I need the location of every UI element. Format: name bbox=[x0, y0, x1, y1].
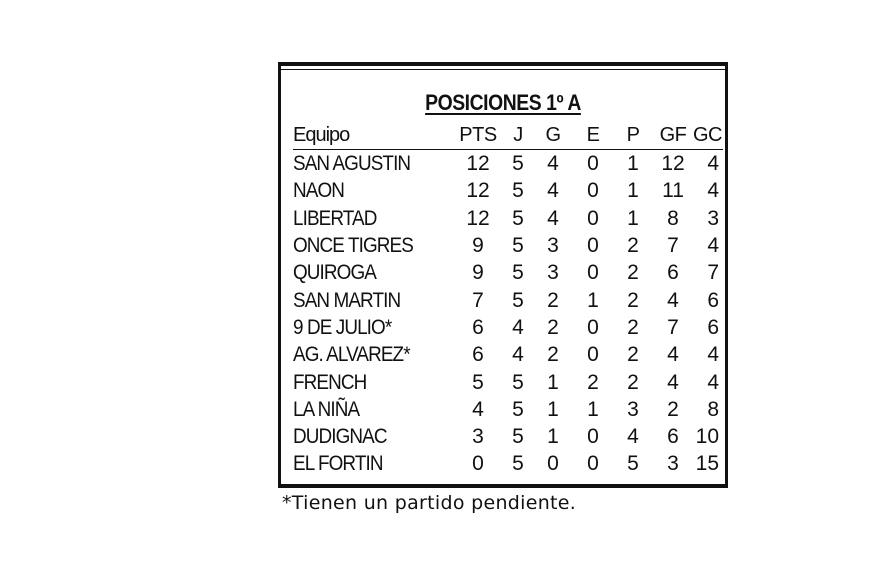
cell-g: 4 bbox=[547, 206, 559, 230]
cell-g: 4 bbox=[547, 152, 559, 176]
cell-j: 5 bbox=[512, 234, 524, 258]
cell-pts: 9 bbox=[472, 261, 484, 285]
table-row bbox=[293, 423, 723, 450]
cell-g: 2 bbox=[547, 315, 559, 339]
cell-gc: 4 bbox=[707, 179, 719, 203]
cell-pts: 12 bbox=[466, 152, 490, 176]
cell-g: 1 bbox=[547, 370, 559, 394]
cell-e: 1 bbox=[587, 288, 599, 312]
cell-p: 2 bbox=[627, 343, 639, 367]
team-name: SAN AGUSTIN bbox=[293, 152, 411, 176]
cell-gc: 10 bbox=[695, 425, 719, 449]
cell-gf: 4 bbox=[667, 370, 679, 394]
table-row bbox=[293, 205, 723, 232]
standings-title: POSICIONES 1º A bbox=[425, 90, 581, 115]
cell-p: 2 bbox=[627, 315, 639, 339]
cell-p: 1 bbox=[627, 152, 639, 176]
team-name: DUDIGNAC bbox=[293, 425, 387, 449]
cell-j: 5 bbox=[512, 425, 524, 449]
cell-gc: 4 bbox=[707, 343, 719, 367]
footnote: *Tienen un partido pendiente. bbox=[282, 492, 577, 514]
team-name: QUIROGA bbox=[293, 261, 376, 285]
cell-p: 5 bbox=[627, 452, 639, 476]
cell-e: 0 bbox=[587, 234, 599, 258]
cell-pts: 3 bbox=[472, 425, 484, 449]
header-e: E bbox=[573, 122, 613, 150]
cell-pts: 9 bbox=[472, 234, 484, 258]
cell-gc: 4 bbox=[707, 234, 719, 258]
table-row bbox=[293, 368, 723, 395]
cell-pts: 6 bbox=[472, 343, 484, 367]
cell-g: 2 bbox=[547, 343, 559, 367]
standings-body bbox=[293, 150, 723, 478]
cell-p: 2 bbox=[627, 234, 639, 258]
cell-j: 5 bbox=[512, 206, 524, 230]
cell-j: 5 bbox=[512, 179, 524, 203]
cell-p: 2 bbox=[627, 261, 639, 285]
table-row bbox=[293, 232, 723, 259]
table-row bbox=[293, 259, 723, 286]
cell-p: 2 bbox=[627, 288, 639, 312]
cell-p: 2 bbox=[627, 370, 639, 394]
team-name: LIBERTAD bbox=[293, 206, 377, 230]
cell-e: 0 bbox=[587, 452, 599, 476]
cell-gf: 2 bbox=[667, 397, 679, 421]
header-p: P bbox=[613, 122, 653, 150]
standings-table-box bbox=[278, 62, 728, 488]
team-name: EL FORTIN bbox=[293, 452, 383, 476]
cell-gc: 3 bbox=[707, 206, 719, 230]
table-header-row bbox=[293, 122, 723, 150]
header-team: Equipo bbox=[293, 122, 453, 150]
cell-g: 1 bbox=[547, 397, 559, 421]
cell-gf: 11 bbox=[662, 179, 684, 203]
cell-j: 5 bbox=[512, 261, 524, 285]
header-gf: GF bbox=[653, 122, 693, 150]
cell-pts: 12 bbox=[466, 206, 490, 230]
cell-e: 0 bbox=[587, 179, 599, 203]
cell-gf: 6 bbox=[667, 425, 679, 449]
cell-p: 1 bbox=[627, 179, 639, 203]
team-name: ONCE TIGRES bbox=[293, 234, 413, 258]
team-name: 9 DE JULIO* bbox=[293, 315, 392, 339]
cell-pts: 7 bbox=[472, 288, 484, 312]
cell-gf: 12 bbox=[661, 152, 685, 176]
cell-j: 5 bbox=[512, 288, 524, 312]
cell-gf: 3 bbox=[667, 452, 679, 476]
cell-j: 5 bbox=[512, 452, 524, 476]
header-j: J bbox=[503, 122, 533, 150]
cell-j: 4 bbox=[512, 315, 524, 339]
cell-gf: 6 bbox=[667, 261, 679, 285]
team-name: LA NIÑA bbox=[293, 397, 360, 421]
cell-g: 1 bbox=[547, 425, 559, 449]
cell-gf: 4 bbox=[667, 288, 679, 312]
cell-pts: 0 bbox=[472, 452, 484, 476]
table-row bbox=[293, 341, 723, 368]
cell-gc: 6 bbox=[707, 315, 719, 339]
cell-pts: 6 bbox=[472, 315, 484, 339]
cell-gf: 4 bbox=[667, 343, 679, 367]
table-row bbox=[293, 286, 723, 313]
cell-e: 0 bbox=[587, 315, 599, 339]
cell-e: 2 bbox=[587, 370, 599, 394]
standings-table bbox=[293, 122, 723, 478]
table-row bbox=[293, 314, 723, 341]
cell-g: 2 bbox=[547, 288, 559, 312]
cell-gc: 6 bbox=[707, 288, 719, 312]
cell-pts: 5 bbox=[472, 370, 484, 394]
cell-gf: 8 bbox=[667, 206, 679, 230]
cell-g: 0 bbox=[547, 452, 559, 476]
team-name: FRENCH bbox=[293, 370, 367, 394]
cell-gf: 7 bbox=[667, 315, 679, 339]
cell-j: 5 bbox=[512, 397, 524, 421]
team-name: SAN MARTIN bbox=[293, 288, 401, 312]
cell-p: 4 bbox=[627, 425, 639, 449]
cell-j: 5 bbox=[512, 152, 524, 176]
cell-gc: 15 bbox=[695, 452, 719, 476]
top-rule bbox=[281, 69, 725, 70]
table-row bbox=[293, 177, 723, 204]
cell-pts: 12 bbox=[466, 179, 490, 203]
header-g: G bbox=[533, 122, 573, 150]
cell-p: 1 bbox=[627, 206, 639, 230]
table-row bbox=[293, 450, 723, 477]
cell-p: 3 bbox=[627, 397, 639, 421]
header-pts: PTS bbox=[453, 122, 503, 150]
cell-e: 0 bbox=[587, 261, 599, 285]
cell-e: 0 bbox=[587, 425, 599, 449]
cell-gc: 4 bbox=[707, 370, 719, 394]
cell-gc: 8 bbox=[707, 397, 719, 421]
table-row bbox=[293, 396, 723, 423]
cell-g: 4 bbox=[547, 179, 559, 203]
cell-gc: 4 bbox=[707, 152, 719, 176]
table-row bbox=[293, 150, 723, 178]
cell-gc: 7 bbox=[707, 261, 719, 285]
team-name: AG. ALVAREZ* bbox=[293, 343, 410, 367]
team-name: NAON bbox=[293, 179, 345, 203]
cell-g: 3 bbox=[547, 261, 559, 285]
cell-e: 0 bbox=[587, 152, 599, 176]
cell-g: 3 bbox=[547, 234, 559, 258]
cell-j: 4 bbox=[512, 343, 524, 367]
cell-pts: 4 bbox=[472, 397, 484, 421]
cell-e: 0 bbox=[587, 206, 599, 230]
header-gc: GC bbox=[693, 122, 723, 150]
cell-j: 5 bbox=[512, 370, 524, 394]
cell-gf: 7 bbox=[667, 234, 679, 258]
cell-e: 1 bbox=[587, 397, 599, 421]
cell-e: 0 bbox=[587, 343, 599, 367]
